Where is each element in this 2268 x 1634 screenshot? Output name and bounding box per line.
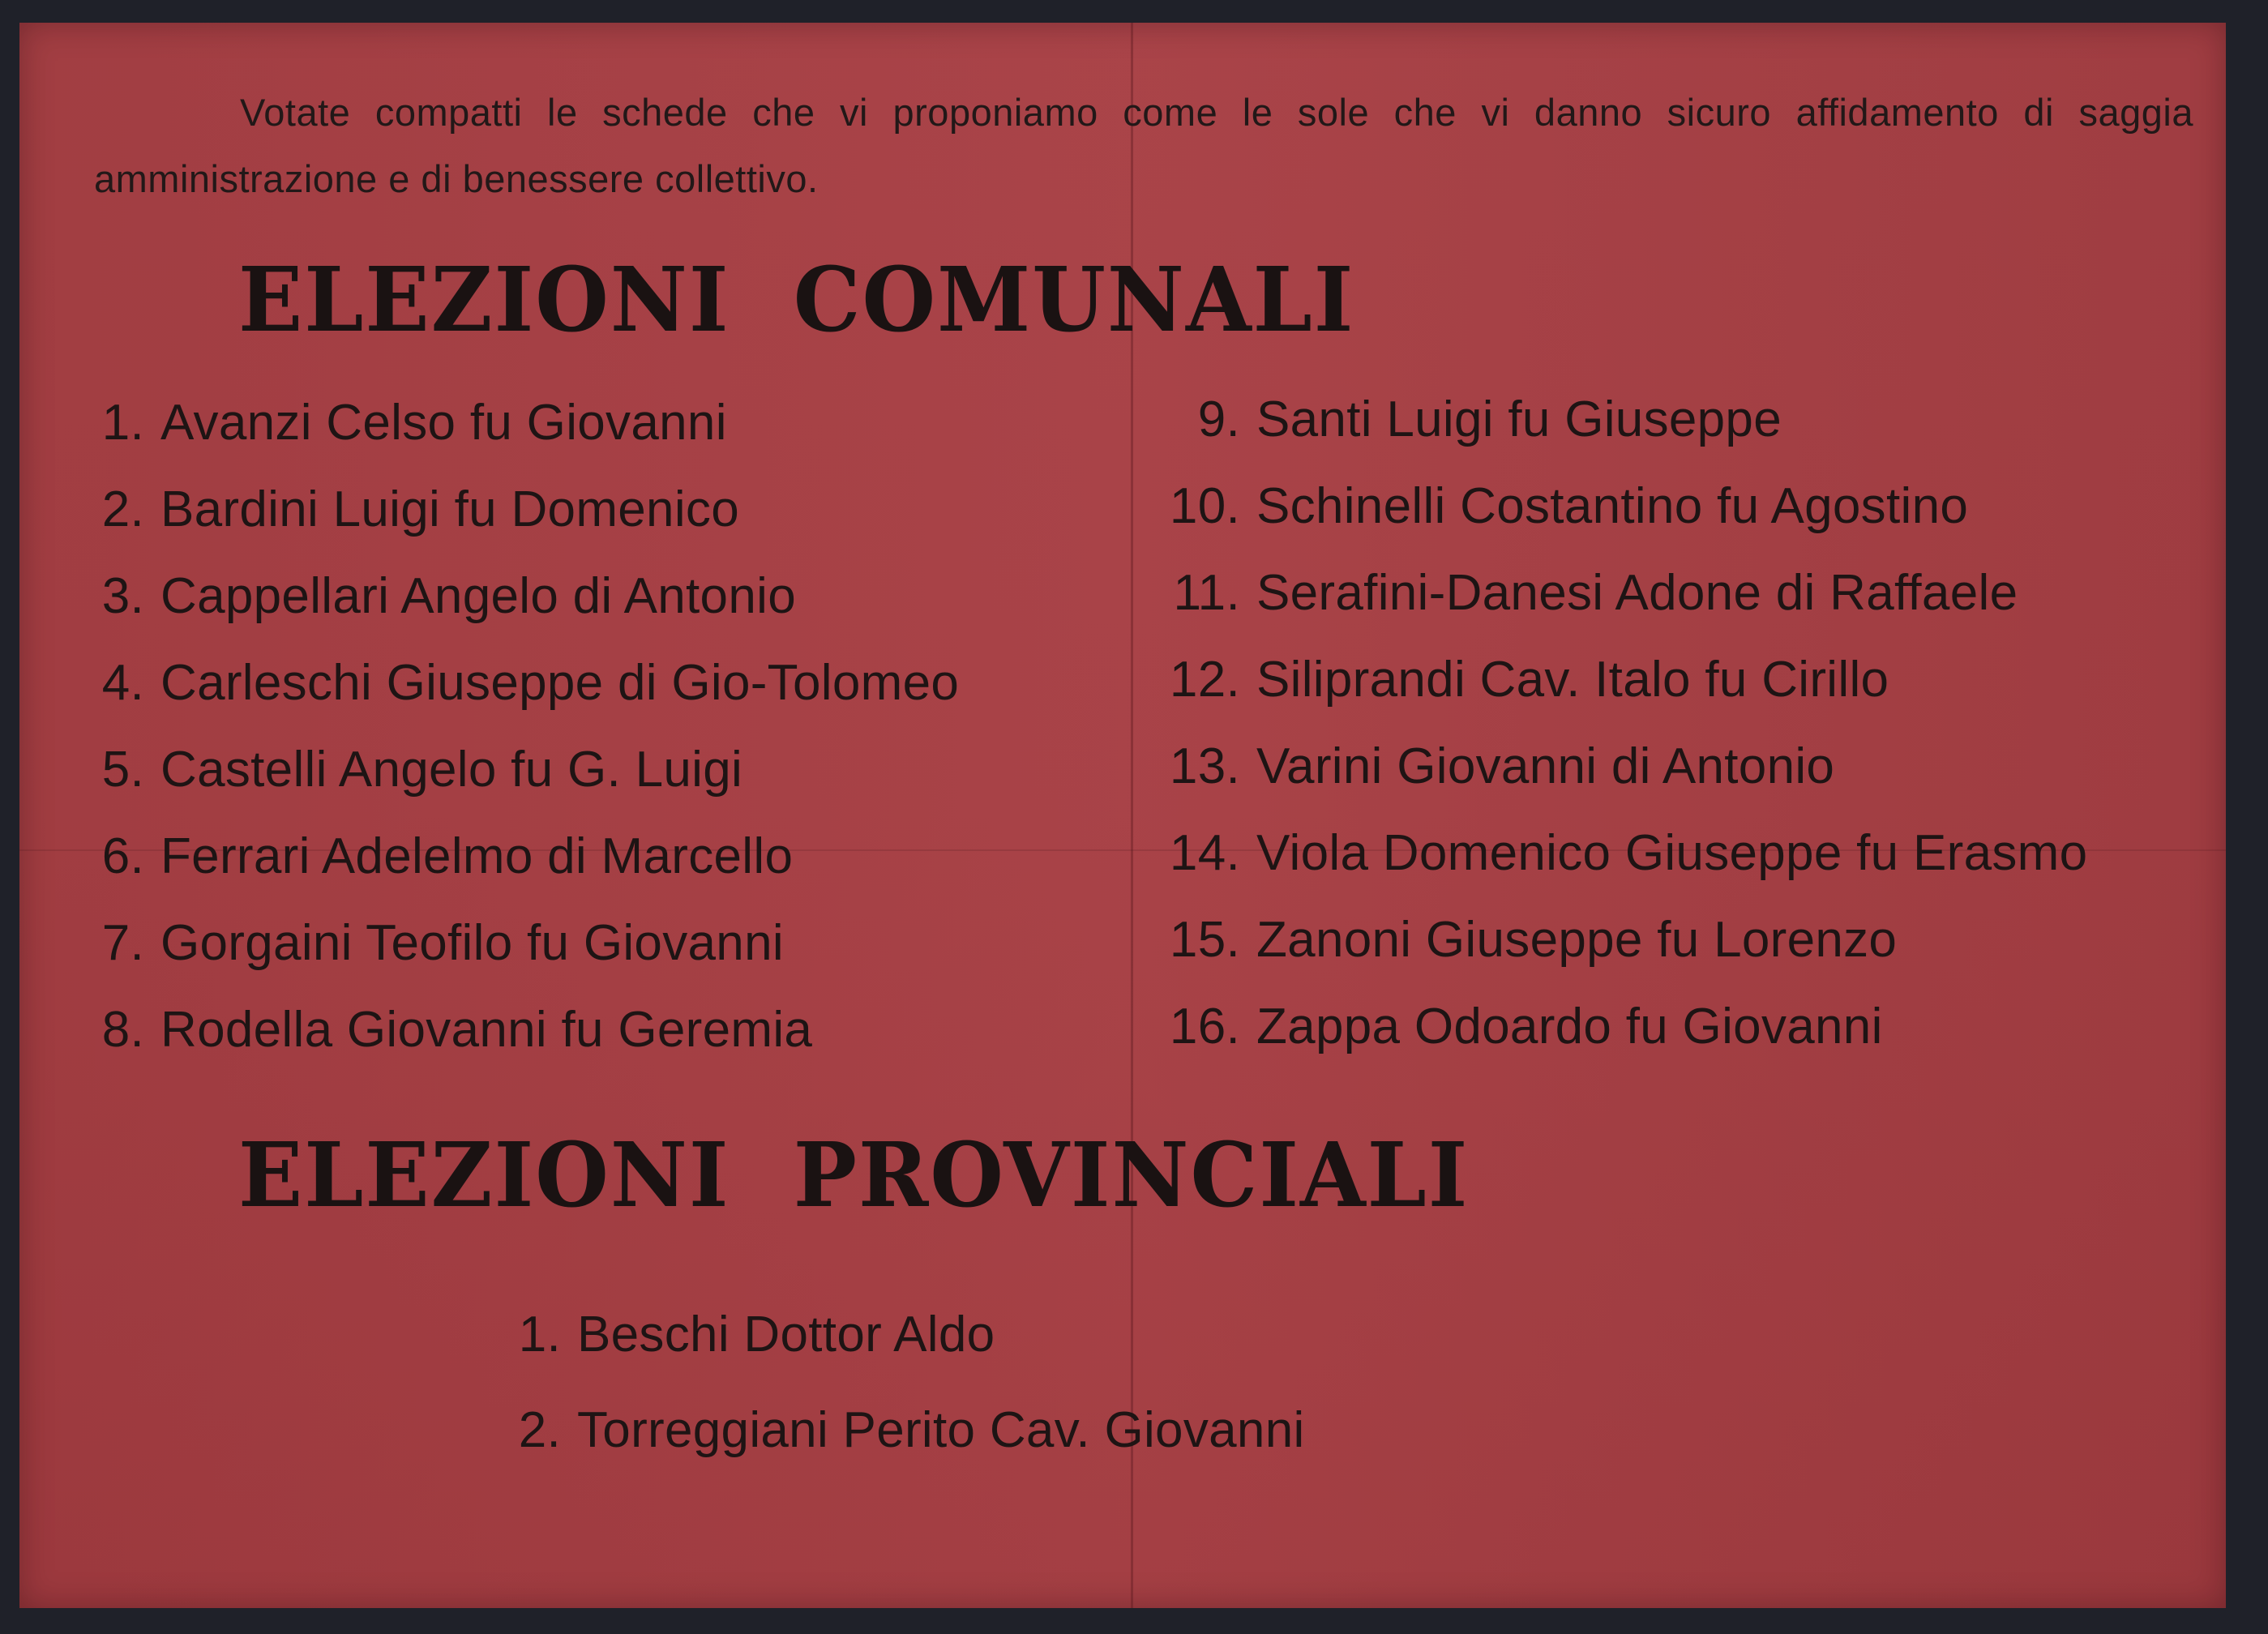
candidate-name: Varini Giovanni di Antonio bbox=[1256, 738, 1835, 794]
candidate-name: Zanoni Giuseppe fu Lorenzo bbox=[1256, 912, 1898, 968]
candidate-item bbox=[96, 900, 959, 986]
candidate-item bbox=[1162, 550, 2087, 636]
candidate-number: 4. bbox=[101, 655, 144, 711]
candidate-name: Avanzi Celso fu Giovanni bbox=[160, 395, 727, 451]
comunali-list-right bbox=[1162, 376, 2087, 1070]
candidate-number: 10. bbox=[1169, 478, 1240, 534]
candidate-number: 12. bbox=[1169, 652, 1240, 708]
candidate-number: 15. bbox=[1169, 912, 1240, 968]
candidate-item bbox=[96, 553, 959, 639]
candidate-name: Bardini Luigi fu Domenico bbox=[160, 481, 739, 537]
candidate-name: Zappa Odoardo fu Giovanni bbox=[1256, 999, 1883, 1054]
heading-elezioni-provinciali: ELEZIONI PROVINCIALI bbox=[238, 1122, 1470, 1228]
candidate-number: 2. bbox=[101, 481, 144, 537]
candidate-item bbox=[96, 726, 959, 813]
candidate-item bbox=[1162, 463, 2087, 550]
candidate-name: Cappellari Angelo di Antonio bbox=[160, 568, 796, 624]
candidate-name: Torreggiani Perito Cav. Giovanni bbox=[577, 1402, 1305, 1458]
election-poster bbox=[19, 23, 2226, 1608]
candidate-item bbox=[1162, 896, 2087, 983]
candidate-name: Gorgaini Teofilo fu Giovanni bbox=[160, 915, 784, 971]
candidate-item bbox=[512, 1383, 1305, 1478]
candidate-number: 2. bbox=[518, 1402, 561, 1458]
candidate-number: 5. bbox=[101, 742, 144, 798]
candidate-number: 3. bbox=[101, 568, 144, 624]
candidate-name: Viola Domenico Giuseppe fu Erasmo bbox=[1256, 825, 2088, 881]
candidate-item bbox=[96, 639, 959, 726]
candidate-item bbox=[1162, 636, 2087, 723]
candidate-item bbox=[1162, 810, 2087, 896]
candidate-number: 1. bbox=[101, 395, 144, 451]
candidate-item bbox=[512, 1287, 1305, 1383]
candidate-number: 13. bbox=[1169, 738, 1240, 794]
candidate-name: Beschi Dottor Aldo bbox=[577, 1307, 995, 1362]
candidate-item bbox=[96, 813, 959, 900]
candidate-name: Castelli Angelo fu G. Luigi bbox=[160, 742, 743, 798]
candidate-number: 6. bbox=[101, 828, 144, 884]
candidate-number: 7. bbox=[101, 915, 144, 971]
comunali-list-left bbox=[96, 379, 959, 1073]
candidate-item bbox=[1162, 723, 2087, 810]
candidate-item bbox=[96, 986, 959, 1073]
candidate-name: Rodella Giovanni fu Geremia bbox=[160, 1002, 813, 1058]
candidate-number: 8. bbox=[101, 1002, 144, 1058]
candidate-number: 9. bbox=[1197, 391, 1240, 447]
heading-elezioni-comunali: ELEZIONI COMUNALI bbox=[238, 246, 1355, 353]
candidate-item bbox=[1162, 983, 2087, 1070]
provinciali-list bbox=[512, 1287, 1305, 1478]
candidate-name: Serafini-Danesi Adone di Raffaele bbox=[1256, 565, 2018, 621]
candidate-number: 1. bbox=[518, 1307, 561, 1362]
candidate-name: Ferrari Adelelmo di Marcello bbox=[160, 828, 794, 884]
candidate-name: Santi Luigi fu Giuseppe bbox=[1256, 391, 1782, 447]
candidate-item bbox=[96, 466, 959, 553]
candidate-item bbox=[96, 379, 959, 466]
candidate-name: Carleschi Giuseppe di Gio-Tolomeo bbox=[160, 655, 960, 711]
candidate-number: 14. bbox=[1169, 825, 1240, 881]
candidate-number: 16. bbox=[1169, 999, 1240, 1054]
candidate-item bbox=[1162, 376, 2087, 463]
candidate-number: 11. bbox=[1173, 565, 1240, 621]
intro-text: Votate compatti le schede che vi proponiamo come le sole che vi danno sicuro affidamento di saggia amministrazione e di benessere collettivo. bbox=[94, 91, 2193, 200]
candidate-name: Siliprandi Cav. Italo fu Cirillo bbox=[1256, 652, 1889, 708]
candidate-name: Schinelli Costantino fu Agostino bbox=[1256, 478, 1969, 534]
